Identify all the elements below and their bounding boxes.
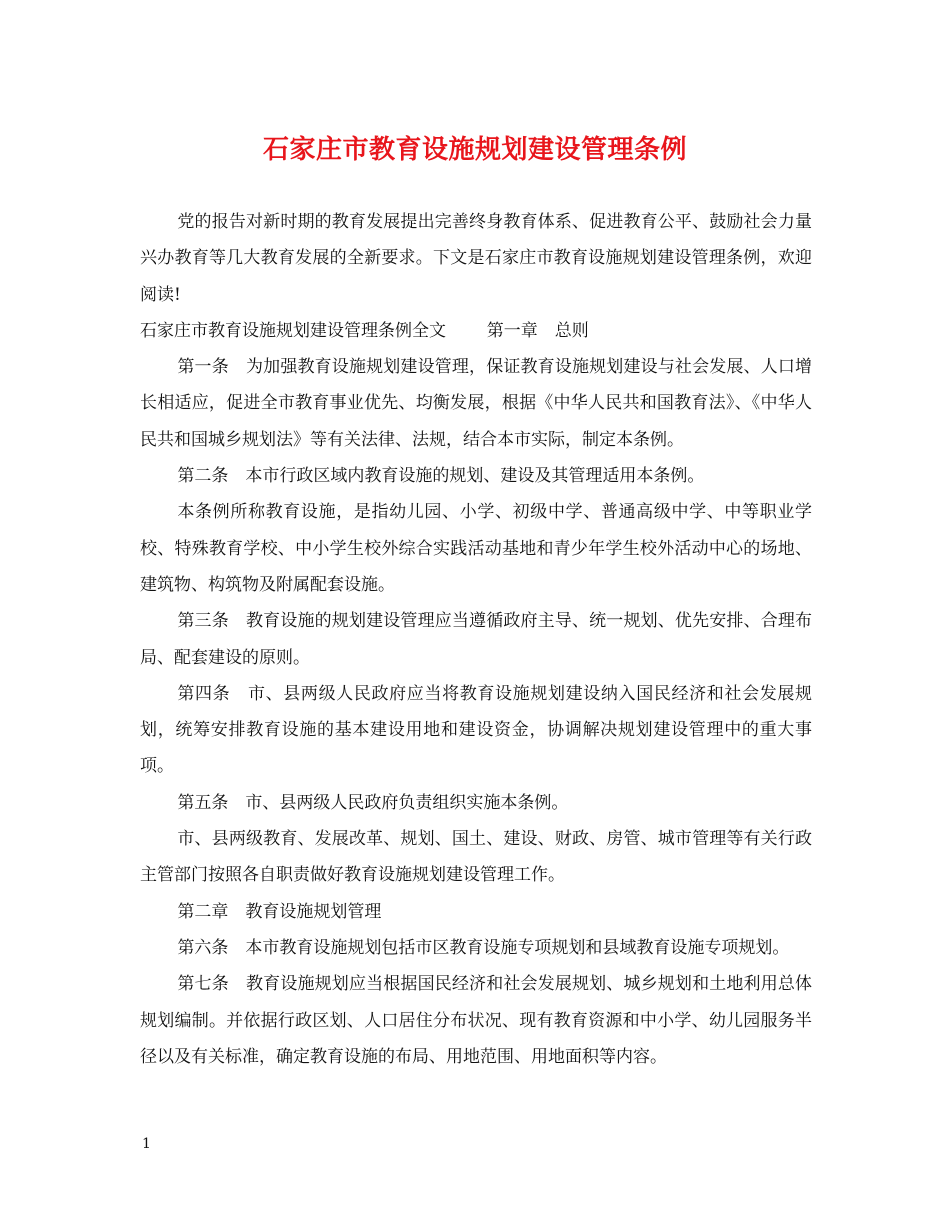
page-number: 1 (142, 1136, 151, 1152)
article-label: 第六条 (177, 937, 229, 958)
article-5 (140, 785, 812, 821)
document-title: 石家庄市教育设施规划建设管理条例 (262, 135, 687, 165)
chapter-2-label: 第二章 (177, 901, 229, 922)
chapter-2-heading (140, 894, 812, 930)
document-body (140, 204, 812, 1075)
full-text-heading-line (140, 313, 812, 349)
article-7 (140, 966, 812, 1075)
article-label: 第四条 (177, 683, 231, 704)
article-text: 市、县两级教育、发展改革、规划、国土、建设、财政、房管、城市管理等有关行政主管部门按照各自职责做好教育设施规划建设管理工作。 (140, 829, 812, 886)
article-2-paragraph-2 (140, 494, 812, 603)
chapter-2-name: 教育设施规划管理 (245, 901, 382, 922)
article-text: 本市行政区域内教育设施的规划、建设及其管理适用本条例。 (245, 466, 705, 487)
full-text-heading: 石家庄市教育设施规划建设管理条例全文 (140, 320, 446, 341)
article-4 (140, 676, 812, 785)
article-label: 第三条 (177, 611, 229, 632)
article-1 (140, 349, 812, 458)
article-label: 第二条 (177, 466, 229, 487)
article-text: 教育设施的规划建设管理应当遵循政府主导、统一规划、优先安排、合理布局、配套建设的原则。 (140, 611, 812, 668)
intro-paragraph: 党的报告对新时期的教育发展提出完善终身教育体系、促进教育公平、鼓励社会力量兴办教育等几大教育发展的全新要求。下文是石家庄市教育设施规划建设管理条例，欢迎阅读! (140, 212, 812, 305)
article-text: 本条例所称教育设施，是指幼儿园、小学、初级中学、普通高级中学、中等职业学校、特殊教育学校、中小学生校外综合实践活动基地和青少年学生校外活动中心的场地、建筑物、构筑物及附属配套设施。 (140, 502, 812, 595)
article-label: 第五条 (177, 792, 229, 813)
article-6 (140, 930, 812, 966)
article-text: 本市教育设施规划包括市区教育设施专项规划和县域教育设施专项规划。 (245, 937, 790, 958)
article-text: 市、县两级人民政府应当将教育设施规划建设纳入国民经济和社会发展规划，统筹安排教育设施的基本建设用地和建设资金，协调解决规划建设管理中的重大事项。 (140, 683, 813, 777)
article-2 (140, 458, 812, 494)
article-5-paragraph-2 (140, 821, 812, 894)
article-label: 第七条 (177, 974, 229, 995)
chapter-1-label: 第一章 (486, 320, 538, 341)
chapter-1-name: 总则 (554, 320, 589, 341)
article-text: 为加强教育设施规划建设管理，保证教育设施规划建设与社会发展、人口增长相适应，促进全市教育事业优先、均衡发展，根据《中华人民共和国教育法》、《中华人民共和国城乡规划法》等有关法律、法规，结合本市实际，制定本条例。 (140, 357, 812, 450)
article-text: 教育设施规划应当根据国民经济和社会发展规划、城乡规划和土地利用总体规划编制。并依据行政区划、人口居住分布状况、现有教育资源和中小学、幼儿园服务半径以及有关标准，确定教育设施的布局、用地范围、用地面积等内容。 (140, 974, 812, 1067)
article-text: 市、县两级人民政府负责组织实施本条例。 (245, 792, 569, 813)
article-label: 第一条 (177, 357, 229, 378)
article-3 (140, 603, 812, 676)
